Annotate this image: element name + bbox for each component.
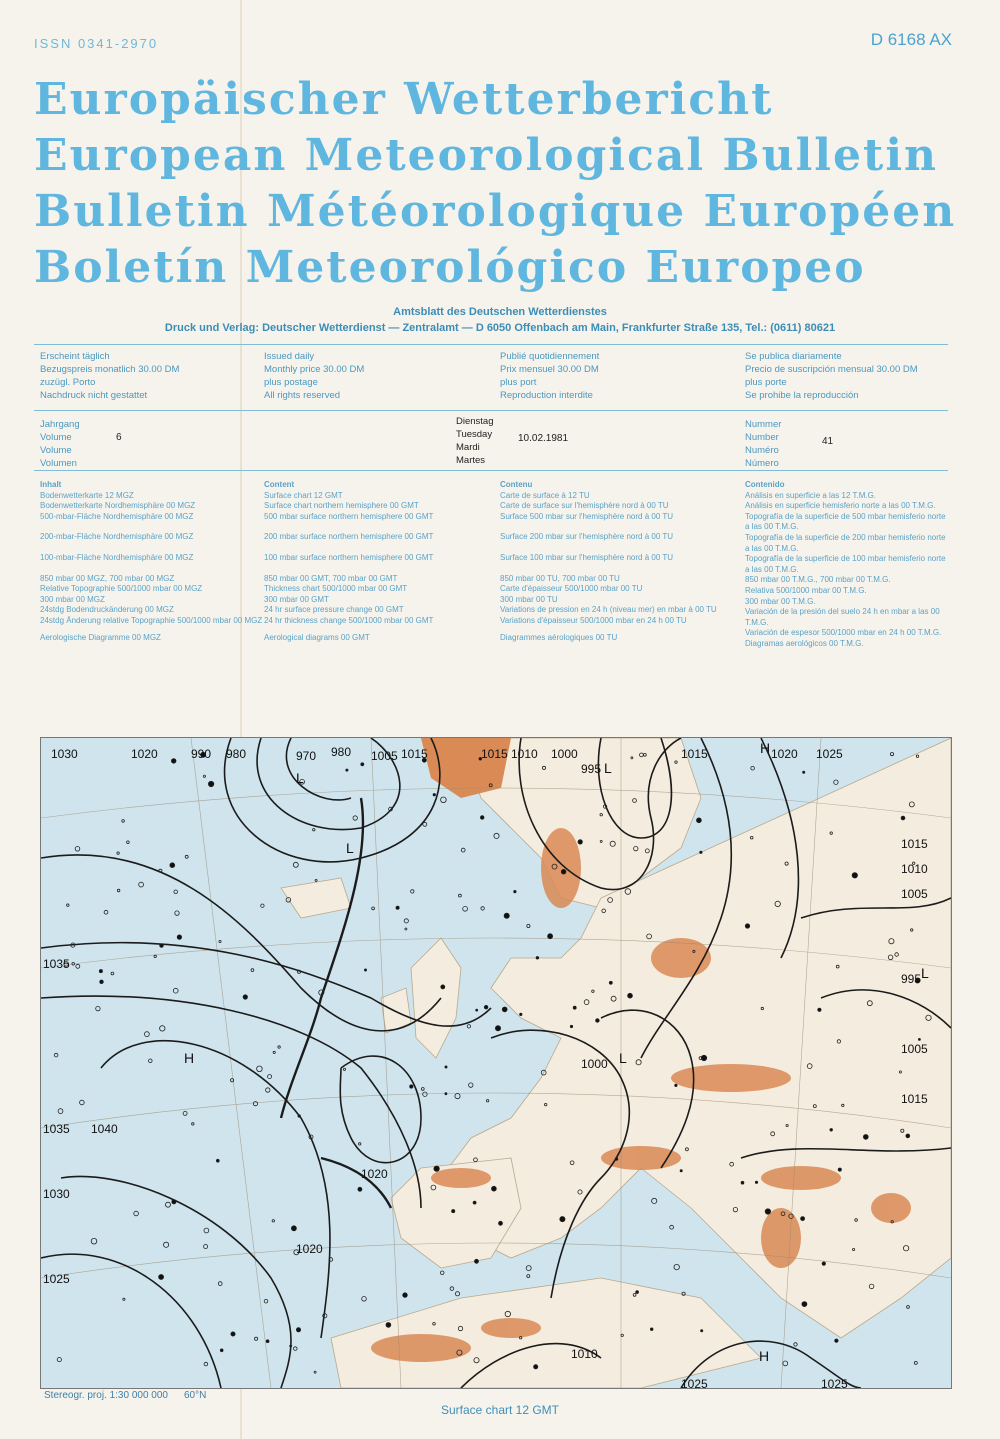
station-marker xyxy=(386,1323,391,1328)
isobar-label: 1020 xyxy=(771,747,798,761)
station-marker xyxy=(268,1075,272,1079)
station-marker xyxy=(901,816,905,820)
station-marker xyxy=(548,934,553,939)
isobar-label: 995 xyxy=(901,972,922,986)
station-marker xyxy=(560,1217,565,1222)
station-marker xyxy=(914,1361,917,1364)
station-marker xyxy=(652,1198,657,1203)
station-marker xyxy=(801,1217,805,1221)
station-marker xyxy=(628,993,633,998)
station-marker xyxy=(253,1102,257,1106)
station-marker xyxy=(818,1008,821,1011)
station-marker xyxy=(134,1211,139,1216)
station-marker xyxy=(463,906,468,911)
station-marker xyxy=(346,769,348,771)
issue-number: 41 xyxy=(822,436,834,447)
publisher-line: Druck und Verlag: Deutscher Wetterdienst — Zentralamt — D 6050 Offenbach am Main, Frankfurter Straße 135, Tel.: (0611) 80621 xyxy=(164,322,836,334)
station-marker xyxy=(794,1343,797,1346)
isobar-label: 1005 xyxy=(901,1042,928,1056)
isobar-label: 970 xyxy=(296,749,317,763)
station-marker xyxy=(674,1264,679,1269)
station-marker xyxy=(475,1259,479,1263)
map-canvas xyxy=(41,738,951,1388)
station-marker xyxy=(650,1328,653,1331)
station-marker xyxy=(172,1200,176,1204)
station-marker xyxy=(208,781,213,786)
station-marker xyxy=(473,1201,476,1204)
isobar-label: 1025 xyxy=(43,1272,70,1286)
isobar-label: 995 xyxy=(581,762,602,776)
station-marker xyxy=(104,910,108,914)
station-marker xyxy=(361,763,364,766)
station-marker xyxy=(231,1332,235,1336)
station-marker xyxy=(765,1209,770,1214)
station-marker xyxy=(127,841,130,844)
station-marker xyxy=(204,1362,208,1366)
station-marker xyxy=(173,988,178,993)
station-marker xyxy=(278,1046,280,1048)
station-marker xyxy=(164,1242,169,1247)
station-marker xyxy=(803,771,805,773)
isobar-label: 1015 xyxy=(481,747,508,761)
number-labels: Nummer Number Numéro Número xyxy=(745,419,782,469)
station-marker xyxy=(372,907,375,910)
station-marker xyxy=(467,1025,470,1028)
station-marker xyxy=(445,1093,447,1095)
station-marker xyxy=(203,775,205,777)
isobar-label: 1010 xyxy=(901,862,928,876)
station-marker xyxy=(405,928,407,930)
station-marker xyxy=(504,913,509,918)
issue-date: 10.02.1981 xyxy=(518,433,569,444)
station-marker xyxy=(534,1365,538,1369)
station-marker xyxy=(476,1009,478,1011)
station-marker xyxy=(461,848,465,852)
iceland-landmass xyxy=(281,878,351,918)
isobar-label: 1020 xyxy=(361,1167,388,1181)
station-marker xyxy=(220,1349,223,1352)
station-marker xyxy=(353,816,357,820)
station-marker xyxy=(527,1275,530,1278)
station-marker xyxy=(183,1111,187,1115)
isobar-label: 1035 xyxy=(43,1122,70,1136)
station-marker xyxy=(57,1358,61,1362)
station-marker xyxy=(502,1007,507,1012)
subscription-es: Se publica diariamente Precio de suscripción mensual 30.00 DM plus porte Se prohibe la reproducción xyxy=(745,351,918,401)
station-marker xyxy=(315,879,317,881)
station-marker xyxy=(596,1019,600,1023)
station-marker xyxy=(91,1238,97,1244)
station-marker xyxy=(835,1339,838,1342)
station-marker xyxy=(423,822,427,826)
pressure-centre-label: L xyxy=(346,840,354,856)
surface-weather-map xyxy=(40,737,952,1389)
station-marker xyxy=(440,1271,444,1275)
station-marker xyxy=(411,890,414,893)
isobar-label: 1025 xyxy=(681,1377,708,1388)
station-marker xyxy=(520,1013,522,1015)
station-marker xyxy=(450,1287,454,1291)
volume-value: 6 xyxy=(116,432,122,443)
station-marker xyxy=(296,1328,300,1332)
station-marker xyxy=(802,1302,807,1307)
station-marker xyxy=(838,1168,841,1171)
station-marker xyxy=(192,1123,194,1125)
isobar-label: 1025 xyxy=(816,747,843,761)
station-marker xyxy=(481,907,484,910)
britain-landmass xyxy=(411,938,461,1058)
station-marker xyxy=(75,847,80,852)
station-marker xyxy=(527,924,530,927)
station-marker xyxy=(410,1085,413,1088)
title-spanish: Boletín Meteorológico Europeo xyxy=(34,242,866,293)
station-marker xyxy=(697,818,702,823)
weather-front xyxy=(321,1158,391,1208)
isobar-label: 1030 xyxy=(51,747,78,761)
station-marker xyxy=(175,911,179,915)
station-marker xyxy=(455,1094,460,1099)
station-marker xyxy=(257,1066,263,1072)
title-french: Bulletin Météorologique Européen xyxy=(34,186,957,237)
day-labels: Dienstag Tuesday Mardi Martes xyxy=(456,416,494,466)
issn-number: ISSN 0341-2970 xyxy=(34,36,159,51)
station-marker xyxy=(830,1129,833,1132)
station-marker xyxy=(273,1051,275,1053)
station-marker xyxy=(149,1059,153,1063)
subscription-en: Issued daily Monthly price 30.00 DM plus postage All rights reserved xyxy=(264,351,365,401)
station-marker xyxy=(852,873,857,878)
station-marker xyxy=(495,1026,500,1031)
pressure-centre-label: H xyxy=(184,1050,195,1066)
station-marker xyxy=(890,753,893,756)
station-marker xyxy=(154,955,156,957)
station-marker xyxy=(514,890,516,892)
station-marker xyxy=(291,1226,296,1231)
station-marker xyxy=(171,759,176,764)
station-marker xyxy=(670,1225,674,1229)
divider xyxy=(34,470,948,471)
station-marker xyxy=(185,855,188,858)
volume-labels: Jahrgang Volume Volume Volumen xyxy=(40,419,80,469)
station-marker xyxy=(80,1100,85,1105)
map-caption: Surface chart 12 GMT xyxy=(440,1403,560,1417)
station-marker xyxy=(364,969,366,971)
title-german: Europäischer Wetterbericht xyxy=(34,74,774,125)
station-marker xyxy=(863,1135,868,1140)
amtsblatt-line: Amtsblatt des Deutschen Wetterdienstes xyxy=(393,306,607,318)
station-marker xyxy=(117,852,119,854)
pressure-centre-label: H xyxy=(760,740,771,756)
station-marker xyxy=(343,1068,345,1070)
station-marker xyxy=(219,940,221,942)
station-marker xyxy=(145,1032,150,1037)
station-marker xyxy=(294,1347,298,1351)
isobar-label: 1005 xyxy=(901,887,928,901)
station-marker xyxy=(745,924,749,928)
north-africa-landmass xyxy=(331,1278,761,1388)
station-marker xyxy=(421,1088,424,1091)
isobar-label: 1005 xyxy=(371,749,398,763)
isobar-label: 980 xyxy=(331,745,352,759)
isobar-label: 1025 xyxy=(821,1377,848,1388)
isobar-label: 1020 xyxy=(296,1242,323,1256)
station-marker xyxy=(499,1221,503,1225)
station-marker xyxy=(822,1262,825,1265)
station-marker xyxy=(298,1115,300,1117)
station-marker xyxy=(76,964,80,968)
station-marker xyxy=(177,935,181,939)
station-marker xyxy=(174,890,178,894)
station-marker xyxy=(636,1291,639,1294)
station-marker xyxy=(266,1340,269,1343)
station-marker xyxy=(701,1330,703,1332)
pressure-centre-label: H xyxy=(759,1348,770,1364)
station-marker xyxy=(204,1245,208,1249)
station-marker xyxy=(404,919,408,923)
station-marker xyxy=(261,904,264,907)
station-marker xyxy=(441,797,447,803)
station-marker xyxy=(452,1210,455,1213)
contents-es: Contenido Análisis en superficie a las 12 T.M.G. Análisis en superficie hemisferio norte a las 00 T.M.G. Topografía de la superficie de 500 mbar hemisferio norte a las 00 T.M.G. Topografía de la superficie de 200 mbar hemisferio norte a las 00 T.M.G. Topografía de la superficie de 100 mbar hemisferio norte a las 00 T.M.G. 850 mbar 00 T.M.G., 700 mbar 00 T.M.G. Relativa 500/1000 mbar 00 T.M.G. 300 mbar 00 T.M.G. Variación de la presión del suelo 24 h en mbar a las 00 T.M.G. Variación de espesor 500/1000 mbar en 24 h 00 T.M.G. Diagramas aerológicos 00 T.M.G. xyxy=(745,480,946,648)
isobar-label: 1010 xyxy=(511,747,538,761)
station-marker xyxy=(573,1006,576,1009)
station-marker xyxy=(834,780,838,784)
station-marker xyxy=(469,1083,473,1087)
station-marker xyxy=(423,1092,427,1096)
station-marker xyxy=(251,969,254,972)
isobar-label: 1000 xyxy=(551,747,578,761)
isobar-label: 1030 xyxy=(43,1187,70,1201)
station-marker xyxy=(54,1053,58,1057)
pressure-centre-label: L xyxy=(296,770,304,786)
station-marker xyxy=(907,1306,910,1309)
publication-code: D 6168 AX xyxy=(870,30,952,49)
station-marker xyxy=(396,906,399,909)
station-marker xyxy=(700,851,702,853)
station-marker xyxy=(609,981,612,984)
station-marker xyxy=(160,944,164,948)
station-marker xyxy=(96,1006,100,1010)
subscription-de: Erscheint täglich Bezugspreis monatlich 30.00 DM zuzügl. Porto Nachdruck nicht gestattet xyxy=(40,351,180,401)
isobar-label: 1015 xyxy=(401,747,428,761)
station-marker xyxy=(783,1361,788,1366)
isobar-label: 1040 xyxy=(91,1122,118,1136)
station-marker xyxy=(58,1109,63,1114)
station-marker xyxy=(680,1170,682,1172)
station-marker xyxy=(243,995,247,999)
pressure-centre-label: L xyxy=(921,965,929,981)
isobar-label: 990 xyxy=(191,747,212,761)
subscription-fr: Publié quotidiennement Prix mensuel 30.00 DM plus port Reproduction interdite xyxy=(500,351,600,401)
station-marker xyxy=(526,1266,531,1271)
station-marker xyxy=(67,904,69,906)
station-marker xyxy=(139,882,144,887)
contents-de: Inhalt Bodenwetterkarte 12 MGZ Bodenwetterkarte Nordhemisphäre 00 MGZ 500-mbar-Fläche Nordhemisphäre 00 MGZ 200-mbar-Fläche Nordhemisphäre 00 MGZ 100-mbar-Fläche Nordhemisphäre 00 MGZ 850 mbar 00 MGZ, 700 mbar 00 MGZ Relative Topographie 500/1000 mbar 00 MGZ 300 mbar 00 MGZ 24stdg Bodendruckänderung 00 MGZ 24stdg Änderung relative Topographie 500/1000 mbar 00 MGZ Aerologische Diagramme 00 MGZ xyxy=(40,480,263,642)
isobar-label: 1010 xyxy=(571,1347,598,1361)
isobar-label: 1015 xyxy=(901,1092,928,1106)
station-marker xyxy=(615,1158,618,1161)
station-marker xyxy=(433,794,435,796)
station-marker xyxy=(358,1187,362,1191)
station-marker xyxy=(293,862,298,867)
station-marker xyxy=(159,1275,164,1280)
isobar-label: 1020 xyxy=(131,747,158,761)
station-marker xyxy=(403,1293,408,1298)
station-marker xyxy=(117,889,120,892)
station-marker xyxy=(494,833,499,838)
station-marker xyxy=(441,985,445,989)
pressure-centre-label: L xyxy=(604,760,612,776)
station-marker xyxy=(741,1181,744,1184)
station-marker xyxy=(272,1220,274,1222)
station-marker xyxy=(170,863,175,868)
isobar-label: 1000 xyxy=(581,1057,608,1071)
station-marker xyxy=(701,1055,706,1060)
station-marker xyxy=(570,1025,572,1027)
contents-fr: Contenu Carte de surface à 12 TU Carte de surface sur l'hemisphère nord à 00 TU Surface 500 mbar sur l'hemisphère nord à 00 TU Surface 200 mbar sur l'hemisphère nord à 00 TU Surface 100 mbar sur l'hemisphère nord à 00 TU 850 mbar 00 TU, 700 mbar 00 TU Carte d'épaisseur 500/1000 mbar 00 TU 300 mbar 00 TU Variations de pression en 24 h (niveau mer) en mbar à 00 TU Variations d'épaisseur 500/1000 mbar en 24 h 00 TU Diagrammes aérologiques 00 TU xyxy=(500,480,717,642)
station-marker xyxy=(455,1292,459,1296)
station-marker xyxy=(492,1186,497,1191)
divider xyxy=(34,344,948,345)
station-marker xyxy=(122,820,125,823)
contents-en: Content Surface chart 12 GMT Surface chart northern hemisphere 00 GMT 500 mbar surface northern hemisphere 00 GMT 200 mbar surface northern hemisphere 00 GMT 100 mbar surface northern hemisphere 00 GMT 850 mbar 00 GMT, 700 mbar 00 GMT Thickness chart 500/1000 mbar 00 GMT 300 mbar 00 GMT 24 hr surface pressure change 00 GMT 24 hr thickness change 500/1000 mbar 00 GMT Aerological diagrams 00 GMT xyxy=(264,480,434,642)
station-marker xyxy=(362,1297,367,1302)
station-marker xyxy=(480,816,484,820)
station-marker xyxy=(216,1159,219,1162)
station-marker xyxy=(561,869,566,874)
station-marker xyxy=(313,829,315,831)
isobar-label: 1015 xyxy=(681,747,708,761)
station-marker xyxy=(445,1066,447,1068)
latitude-note: 60°N xyxy=(184,1390,207,1401)
station-marker xyxy=(255,1337,258,1340)
station-marker xyxy=(314,1371,316,1373)
station-marker xyxy=(536,957,539,960)
station-marker xyxy=(486,1100,488,1102)
station-marker xyxy=(434,1166,439,1171)
station-marker xyxy=(218,1282,222,1286)
station-marker xyxy=(111,972,114,975)
station-marker xyxy=(675,1084,677,1086)
station-marker xyxy=(906,1134,910,1138)
isobar-label: 980 xyxy=(226,747,247,761)
station-marker xyxy=(99,970,102,973)
station-marker xyxy=(166,1202,171,1207)
station-marker xyxy=(578,840,582,844)
projection-note: Stereogr. proj. 1:30 000 000 xyxy=(44,1390,168,1401)
isobar-label: 1015 xyxy=(901,837,928,851)
pressure-centre-label: L xyxy=(619,1050,627,1066)
station-marker xyxy=(123,1298,125,1300)
title-english: European Meteorological Bulletin xyxy=(34,130,939,181)
isobar-label: 1035 xyxy=(43,957,70,971)
station-marker xyxy=(359,1143,361,1145)
station-marker xyxy=(484,1005,488,1009)
station-marker xyxy=(264,1299,268,1303)
station-marker xyxy=(751,766,755,770)
station-marker xyxy=(100,980,104,984)
station-marker xyxy=(918,1038,920,1040)
station-marker xyxy=(160,1026,165,1031)
station-marker xyxy=(266,1088,270,1092)
divider xyxy=(34,410,948,411)
station-marker xyxy=(204,1228,209,1233)
station-marker xyxy=(459,894,462,897)
station-marker xyxy=(755,1181,757,1183)
